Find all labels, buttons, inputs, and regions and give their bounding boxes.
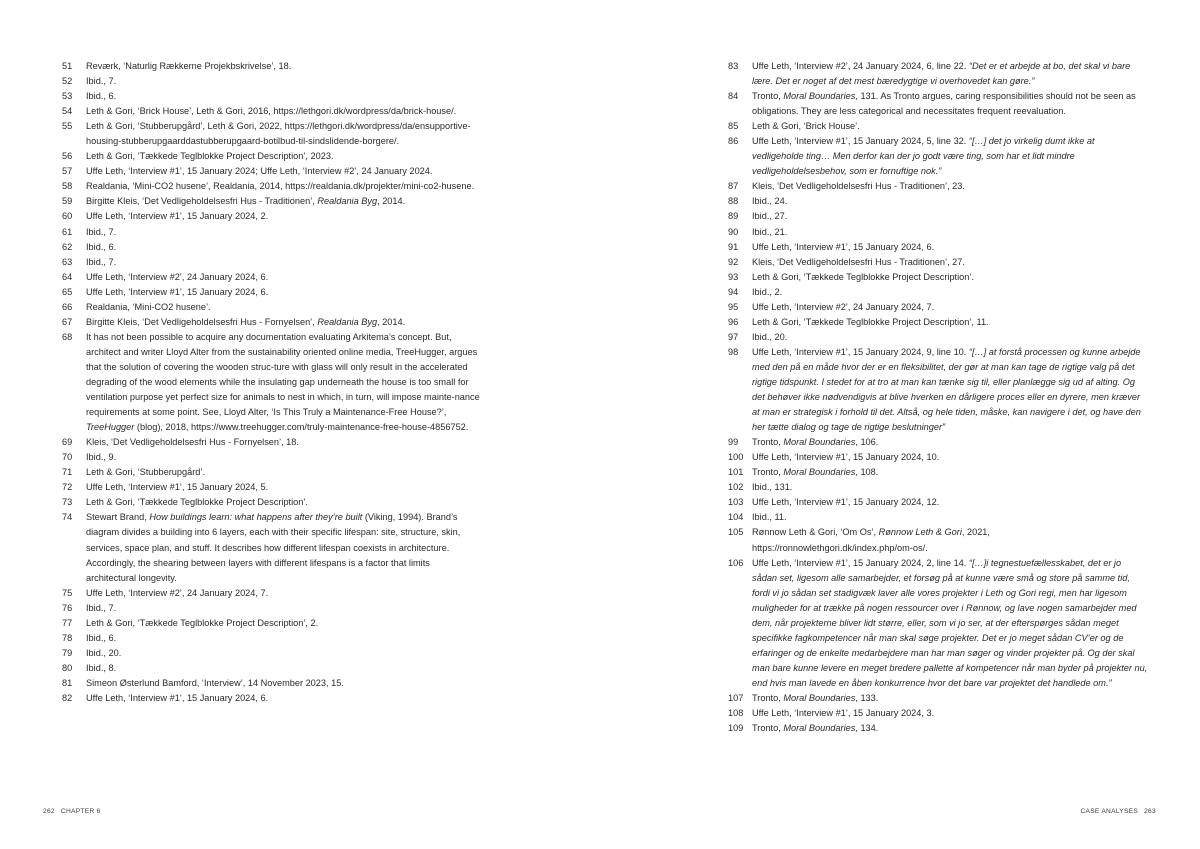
- footer-left: [37, 808, 101, 815]
- endnote-97: [728, 330, 1148, 345]
- endnote-86: [728, 134, 1148, 179]
- endnote-text: Uffe Leth, ‘Interview #1’, 15 January 2024, 6.: [86, 692, 269, 703]
- endnote-number: 65: [62, 286, 73, 297]
- endnote-67: [62, 315, 482, 330]
- endnote-70: [62, 450, 482, 465]
- endnote-102: [728, 480, 1148, 495]
- endnote-text: Leth & Gori, ‘Tækkede Teglblokke Project Description’, 2.: [86, 617, 319, 628]
- endnote-103: [728, 495, 1148, 510]
- endnote-66: [62, 300, 482, 315]
- endnote-number: 86: [728, 136, 739, 147]
- endnote-number: 85: [728, 121, 739, 132]
- endnote-number: 57: [62, 166, 73, 177]
- endnote-51: [62, 59, 482, 74]
- endnote-91: [728, 240, 1148, 255]
- endnote-text: Ibid., 20.: [752, 331, 788, 342]
- endnote-108: [728, 706, 1148, 721]
- endnote-text: Ibid., 7.: [86, 602, 117, 613]
- endnote-number: 92: [728, 256, 739, 267]
- endnote-100: [728, 450, 1148, 465]
- endnote-82: [62, 691, 482, 706]
- endnote-number: 82: [62, 692, 73, 703]
- endnote-62: [62, 240, 482, 255]
- endnote-text: Uffe Leth, ‘Interview #2’, 24 January 2024, 7.: [752, 301, 935, 312]
- endnote-number: 59: [62, 196, 73, 207]
- endnote-number: 73: [62, 497, 73, 508]
- endnote-107: [728, 691, 1148, 706]
- endnote-text: Uffe Leth, ‘Interview #1’, 15 January 2024, 5, line 32. “[…] det jo virkelig dumt ikke at vedligeholde ting… Men derfor kan der jo godt være ting, som har et lidt mindre vedligeholdelsesbehov, som er fornuftige nok.”: [752, 136, 1095, 177]
- endnote-number: 96: [728, 316, 739, 327]
- endnote-text: Birgitte Kleis, ‘Det Vedligeholdelsesfri Hus - Traditionen’, Realdania Byg, 2014.: [86, 196, 406, 207]
- endnote-number: 55: [62, 121, 73, 132]
- endnote-68: [62, 330, 482, 435]
- endnote-63: [62, 255, 482, 270]
- endnote-number: 79: [62, 647, 73, 658]
- endnote-text: Tronto, Moral Boundaries, 131. As Tronto argues, caring responsibilities should not be seen as obligations. They are less categorical and necessitates frequent reevaluation.: [752, 91, 1136, 117]
- endnote-65: [62, 285, 482, 300]
- endnote-number: 84: [728, 91, 739, 102]
- endnote-number: 97: [728, 331, 739, 342]
- footer-right: [1080, 808, 1162, 815]
- endnote-number: 53: [62, 91, 73, 102]
- endnote-text: Ibid., 7.: [86, 256, 117, 267]
- endnote-text: Uffe Leth, ‘Interview #1’, 15 January 2024, 5.: [86, 482, 269, 493]
- endnote-text: Stewart Brand, How buildings learn: what happens after they’re built (Viking, 1994). Brand’s diagram divides a building into 6 layers, each with their specific lifespan: site, structure, skin, services, space plan, and stuff. It describes how different lifespan coexists in architecture. Accordingly, the shearing between layers with different lifespans is a factor that limits architectural longevity.: [86, 512, 461, 583]
- endnote-83: [728, 59, 1148, 89]
- endnote-text: Uffe Leth, ‘Interview #2’, 24 January 2024, 6, line 22. “Det er et arbejde at bo, det skal vi bare lære. Det er noget af det mest bæredygtige vi overhovedet kan gøre.”: [752, 61, 1131, 87]
- endnote-number: 68: [62, 331, 73, 342]
- endnote-text: Tronto, Moral Boundaries, 133.: [752, 692, 879, 703]
- endnote-106: [728, 556, 1148, 691]
- endnote-text: Tronto, Moral Boundaries, 108.: [752, 467, 879, 478]
- endnote-59: [62, 194, 482, 209]
- endnote-text: Reværk, ‘Naturlig Rækkerne Projekbskrivelse’, 18.: [86, 61, 292, 71]
- endnote-text: Ibid., 27.: [752, 211, 788, 222]
- endnote-74: [62, 510, 482, 585]
- endnote-52: [62, 74, 482, 89]
- endnote-number: 93: [728, 271, 739, 282]
- endnote-80: [62, 661, 482, 676]
- endnote-number: 100: [728, 452, 744, 463]
- endnote-95: [728, 300, 1148, 315]
- endnote-73: [62, 495, 482, 510]
- endnote-text: It has not been possible to acquire any documentation evaluating Arkitema’s concept. But, architect and writer Lloyd Alter from the sustainability oriented online media, TreeHugger, argues that the solution of covering the wooden struc-ture with glass will only result in the accelerated degrading of the wood elements while the insulating gap underneath the house is too small for ventilation purpose yet perfect size for animals to nest in which, in turn, will impose mainte-nance requirements at some point. See, Lloyd Alter, ‘Is This Truly a Maintenance-Free House?’, TreeHugger (blog), 2018, https://www.treehugger.com/truly-maintenance-free-house-4856752.: [86, 331, 480, 433]
- endnote-text: Uffe Leth, ‘Interview #1’, 15 January 2024, 9, line 10. “[…] at forstå processen og kunne arbejde med den på en måde hvor der er en fleksibilitet, der gør at man kan tage de rigtige valg på det rigtige tidspunkt. I stedet for at tro at man kan tænke sig til, eller planlægge sig ud af alting. Og det behøver ikke nødvendigvis at blive hverken en dårligere proces eller en dyrere, men kræver at man er strategisk i forhold til det. Altså, og hele tiden, måske, kan navigere i det, og have den her tætte dialog og tage de rigtige beslutninger”: [752, 346, 1141, 433]
- endnote-text: Uffe Leth, ‘Interview #2’, 24 January 2024, 7.: [86, 587, 269, 598]
- endnote-text: Leth & Gori, ‘Stubberupgård’, Leth & Gori, 2022, https://lethgori.dk/wordpress/da/ensupportive-housing-stubberupgaarddastubberupgaard-botilbud-til-sindslidende-borgere/.: [86, 121, 471, 147]
- endnote-number: 61: [62, 226, 73, 237]
- endnote-text: Uffe Leth, ‘Interview #1’, 15 January 2024, 6.: [86, 286, 269, 297]
- endnote-text: Leth & Gori, ‘Tækkede Teglblokke Project Description’, 11.: [752, 316, 989, 327]
- endnote-number: 69: [62, 437, 73, 448]
- section-label: CASE ANALYSES: [1080, 808, 1139, 815]
- endnote-number: 72: [62, 482, 73, 493]
- endnote-number: 94: [728, 286, 739, 297]
- endnote-number: 67: [62, 316, 73, 327]
- page-number: 263: [1144, 808, 1156, 815]
- endnote-text: Uffe Leth, ‘Interview #1’, 15 January 2024, 6.: [752, 241, 935, 252]
- endnotes-right-column: [728, 59, 1148, 736]
- endnote-number: 88: [728, 196, 739, 207]
- endnote-text: Uffe Leth, ‘Interview #1’, 15 January 2024, 2, line 14. “[…]i tegnestuefællesskabet, det er jo sådan set, ligesom alle samarbejder, et forsøg på at kunne være små og store på samme tid, fordi vi jo sådan set stadigvæk laver alle vores projekter i Leth og Gori regi, men har ligesom muligheder for at trække på nogen ressourcer over i Rønnow, og lave nogen samarbejder med dem, når projekterne bliver lidt større, eller, som vi jo ser, at der efterspørges sådan meget specifikke fagkompetencer når man skal søge projekter. Det er jo meget sådan CV’er og de erfaringer og de enkelte medarbejdere man har man søger og vinder projekter på. Og der skal man bare kunne levere en meget bredere pallette af kompetencer når man byder på projekter nu, end hvis man lavede en åben konkurrence hvor det bare var projektet det handlede om.”: [752, 557, 1148, 688]
- endnote-text: Simeon Østerlund Bamford, ‘Interview’, 14 November 2023, 15.: [86, 677, 344, 688]
- endnote-text: Ibid., 21.: [752, 226, 788, 237]
- endnote-number: 103: [728, 497, 744, 508]
- endnote-number: 91: [728, 241, 739, 252]
- endnote-text: Ibid., 20.: [86, 647, 122, 658]
- endnote-75: [62, 586, 482, 601]
- endnote-104: [728, 510, 1148, 525]
- endnote-72: [62, 480, 482, 495]
- endnote-69: [62, 435, 482, 450]
- endnote-94: [728, 285, 1148, 300]
- endnote-text: Ibid., 7.: [86, 226, 117, 237]
- endnote-text: Ibid., 6.: [86, 91, 117, 102]
- endnote-text: Leth & Gori, ‘Tækkede Teglblokke Project Description’.: [86, 497, 308, 508]
- endnotes-left-column: [62, 59, 482, 706]
- endnote-number: 108: [728, 708, 744, 719]
- endnote-text: Realdania, ‘Mini-CO2 husene’, Realdania, 2014, https://realdania.dk/projekter/mini-co2-husene.: [86, 181, 475, 192]
- endnote-71: [62, 465, 482, 480]
- endnote-text: Ibid., 2.: [752, 286, 783, 297]
- endnote-text: Leth & Gori, ‘Brick House’, Leth & Gori, 2016, https://lethgori.dk/wordpress/da/brick-house/.: [86, 106, 457, 117]
- endnote-85: [728, 119, 1148, 134]
- endnote-93: [728, 270, 1148, 285]
- endnote-text: Tronto, Moral Boundaries, 106.: [752, 437, 879, 448]
- endnote-number: 63: [62, 256, 73, 267]
- endnote-92: [728, 255, 1148, 270]
- endnote-text: Rønnow Leth & Gori, ‘Om Os’, Rønnow Leth & Gori, 2021, https://ronnowlethgori.dk/index.php/om-os/.: [752, 527, 990, 553]
- endnote-text: Uffe Leth, ‘Interview #1’, 15 January 2024, 12.: [752, 497, 940, 508]
- endnote-text: Uffe Leth, ‘Interview #2’, 24 January 2024, 6.: [86, 271, 269, 282]
- endnote-number: 70: [62, 452, 73, 463]
- endnote-number: 51: [62, 61, 73, 71]
- endnote-text: Leth & Gori, ‘Brick House’.: [752, 121, 860, 132]
- endnote-text: Ibid., 131.: [752, 482, 793, 493]
- endnote-text: Ibid., 6.: [86, 241, 117, 252]
- endnote-text: Ibid., 6.: [86, 632, 117, 643]
- endnote-79: [62, 646, 482, 661]
- endnote-109: [728, 721, 1148, 736]
- endnote-number: 105: [728, 527, 744, 538]
- endnote-number: 87: [728, 181, 739, 192]
- endnote-number: 75: [62, 587, 73, 598]
- endnote-text: Uffe Leth, ‘Interview #1’, 15 January 2024, 3.: [752, 708, 935, 719]
- endnote-number: 90: [728, 226, 739, 237]
- endnote-number: 102: [728, 482, 744, 493]
- endnote-99: [728, 435, 1148, 450]
- endnote-number: 99: [728, 437, 739, 448]
- endnote-text: Uffe Leth, ‘Interview #1’, 15 January 2024, 2.: [86, 211, 269, 222]
- endnote-number: 62: [62, 241, 73, 252]
- endnote-text: Birgitte Kleis, ‘Det Vedligeholdelsesfri Hus - Fornyelsen’, Realdania Byg, 2014.: [86, 316, 406, 327]
- endnote-84: [728, 89, 1148, 119]
- endnote-text: Uffe Leth, ‘Interview #1’, 15 January 2024, 10.: [752, 452, 940, 463]
- endnote-58: [62, 179, 482, 194]
- endnote-number: 58: [62, 181, 73, 192]
- endnote-text: Ibid., 24.: [752, 196, 788, 207]
- endnote-87: [728, 179, 1148, 194]
- endnote-text: Leth & Gori, ‘Tækkede Teglblokke Project Description’, 2023.: [86, 151, 334, 162]
- endnote-text: Tronto, Moral Boundaries, 134.: [752, 723, 879, 734]
- endnote-89: [728, 209, 1148, 224]
- endnote-number: 101: [728, 467, 744, 478]
- endnote-number: 66: [62, 301, 73, 312]
- endnote-64: [62, 270, 482, 285]
- endnote-78: [62, 631, 482, 646]
- endnote-number: 54: [62, 106, 73, 117]
- endnote-number: 60: [62, 211, 73, 222]
- endnote-text: Leth & Gori, ‘Stubberupgård’.: [86, 467, 205, 478]
- endnote-54: [62, 104, 482, 119]
- endnote-number: 95: [728, 301, 739, 312]
- endnote-number: 106: [728, 557, 744, 568]
- endnote-90: [728, 225, 1148, 240]
- endnote-98: [728, 345, 1148, 435]
- endnote-81: [62, 676, 482, 691]
- endnote-number: 81: [62, 677, 73, 688]
- endnote-88: [728, 194, 1148, 209]
- endnote-number: 52: [62, 76, 73, 87]
- endnote-number: 107: [728, 692, 744, 703]
- endnote-61: [62, 225, 482, 240]
- endnote-number: 89: [728, 211, 739, 222]
- endnote-105: [728, 525, 1148, 555]
- endnote-number: 80: [62, 662, 73, 673]
- endnote-76: [62, 601, 482, 616]
- endnote-number: 78: [62, 632, 73, 643]
- endnote-53: [62, 89, 482, 104]
- endnote-60: [62, 209, 482, 224]
- endnote-number: 76: [62, 602, 73, 613]
- endnote-number: 98: [728, 346, 739, 357]
- endnote-number: 104: [728, 512, 744, 523]
- endnote-text: Kleis, ‘Det Vedligeholdelsesfri Hus - Traditionen’, 23.: [752, 181, 965, 192]
- chapter-label: CHAPTER 6: [60, 808, 101, 815]
- endnote-text: Ibid., 8.: [86, 662, 117, 673]
- endnote-text: Ibid., 11.: [752, 512, 787, 523]
- endnote-number: 71: [62, 467, 73, 478]
- endnote-96: [728, 315, 1148, 330]
- endnote-number: 83: [728, 61, 739, 71]
- endnote-number: 74: [62, 512, 73, 523]
- endnote-text: Realdania, ‘Mini-CO2 husene’.: [86, 301, 211, 312]
- page-number: 262: [43, 808, 55, 815]
- endnote-77: [62, 616, 482, 631]
- endnote-57: [62, 164, 482, 179]
- endnote-text: Kleis, ‘Det Vedligeholdelsesfri Hus - Fornyelsen’, 18.: [86, 437, 299, 448]
- endnote-text: Uffe Leth, ‘Interview #1’, 15 January 2024; Uffe Leth, ‘Interview #2’, 24 January 2024.: [86, 166, 433, 177]
- endnote-number: 77: [62, 617, 73, 628]
- endnote-text: Kleis, ‘Det Vedligeholdelsesfri Hus - Traditionen’, 27.: [752, 256, 965, 267]
- endnote-text: Ibid., 9.: [86, 452, 117, 463]
- endnote-text: Leth & Gori, ‘Tækkede Teglblokke Project Description’.: [752, 271, 974, 282]
- endnote-number: 109: [728, 723, 744, 734]
- endnote-55: [62, 119, 482, 149]
- endnote-101: [728, 465, 1148, 480]
- endnote-56: [62, 149, 482, 164]
- endnote-number: 64: [62, 271, 73, 282]
- endnote-text: Ibid., 7.: [86, 76, 117, 87]
- endnote-number: 56: [62, 151, 73, 162]
